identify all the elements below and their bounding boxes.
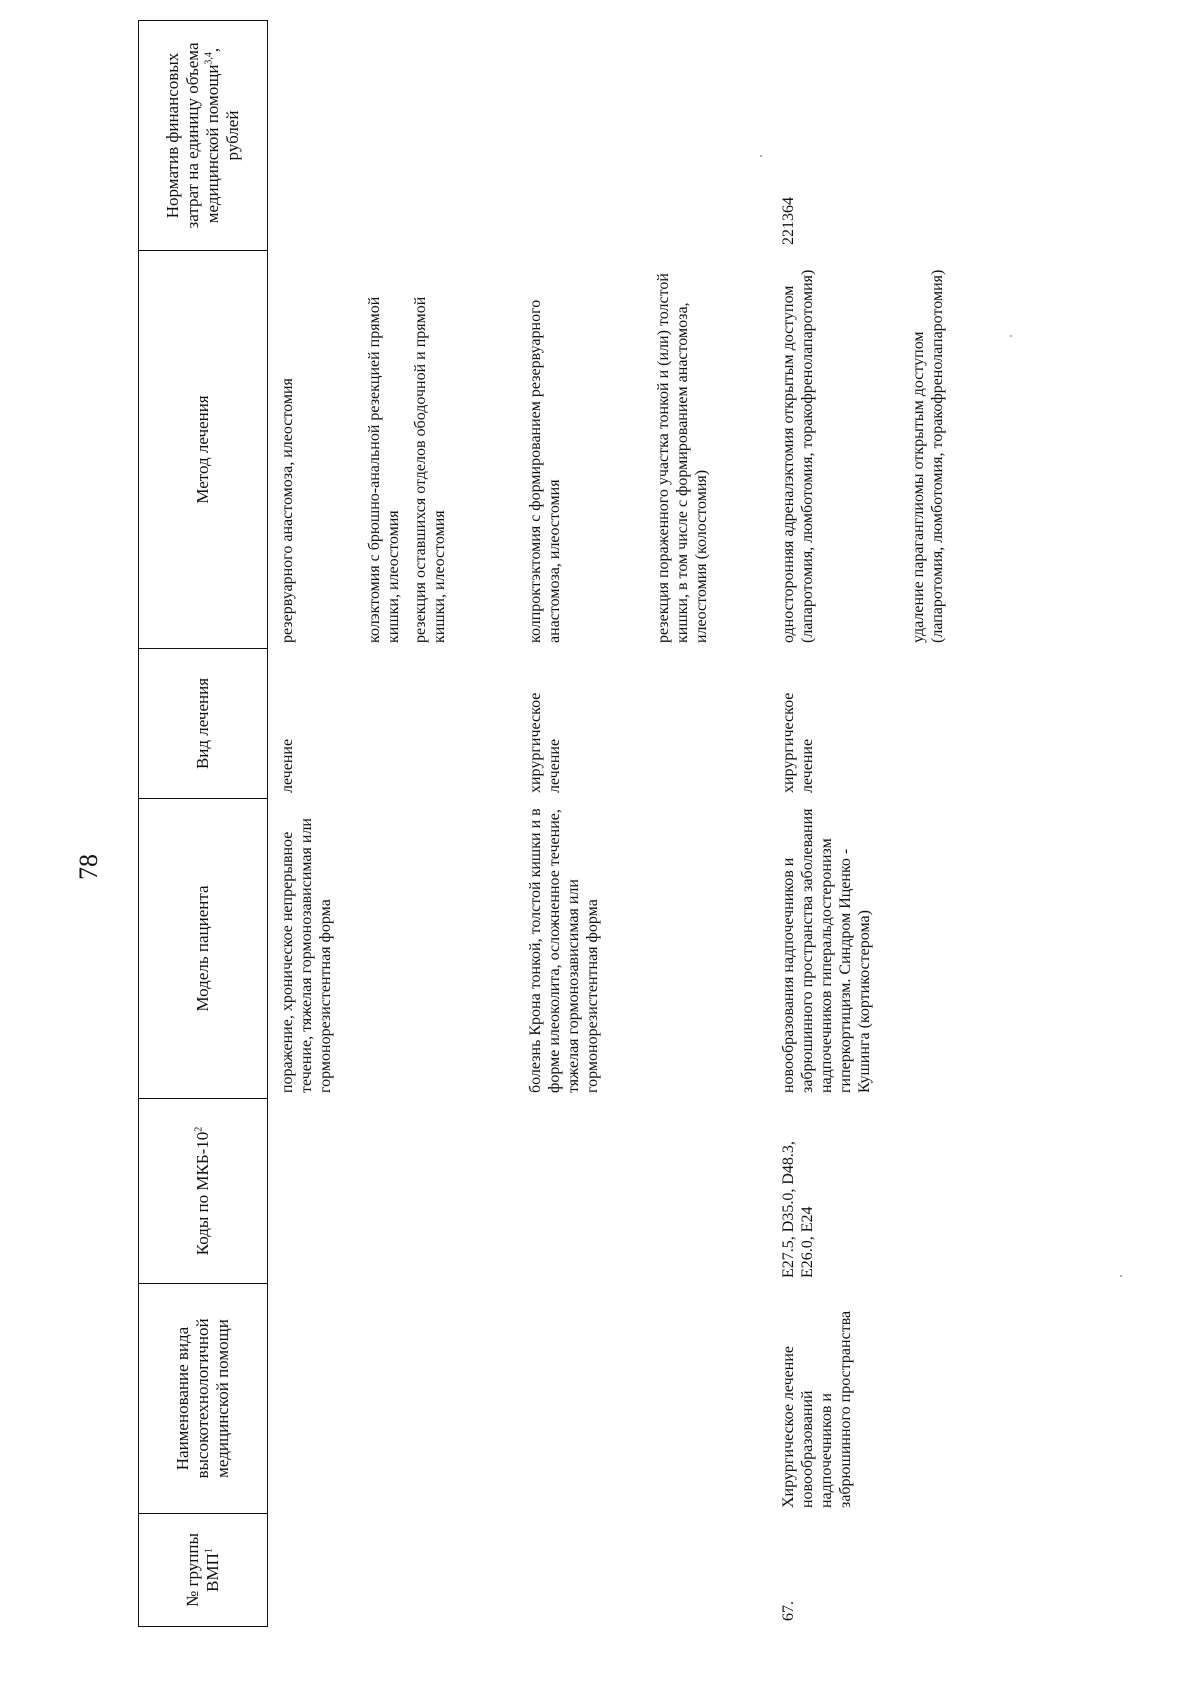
row-treatment-type: лечение: [279, 738, 296, 793]
table-row: [769, 20, 1049, 1627]
table-row: [268, 20, 516, 1627]
header-icd-codes: Коды по МКБ-$10^2$: [139, 1099, 267, 1284]
row-vmp-name: [268, 1284, 516, 1514]
row-number: 67.: [780, 1601, 797, 1621]
row-treatment-methods: [268, 251, 516, 649]
header-treatment-type: Вид лечения: [139, 649, 267, 799]
header-vmp-name: Наименование вида высокотехнологичной медицинской помощи: [139, 1284, 267, 1514]
row-treatment-type: хирургическое лечение: [780, 692, 816, 793]
row-icd-codes: E27.5, D35.0, D48.3, E26.0, E24: [780, 1141, 816, 1278]
treatment-method-item: резервуарного анастомоза, илеостомия: [279, 378, 296, 643]
header-group-no: № группы ВМП$^1$: [139, 1514, 267, 1627]
vmp-table: [138, 20, 1049, 1627]
row-cost: [268, 20, 516, 251]
header-patient-model: Модель пациента: [139, 799, 267, 1099]
row-vmp-name: [516, 1284, 769, 1514]
row-patient-model: новообразования надпочечников и забрюшинного пространства заболевания надпочечников гиперальдостеронизм гиперкортицизм. Синдром Иценко - Кушинга (кортикостерома): [780, 808, 873, 1093]
scan-speck: [1120, 1275, 1122, 1277]
page-number: 78: [74, 854, 103, 880]
table-row: [516, 20, 769, 1627]
row-treatment-methods: [769, 251, 1049, 649]
row-cost: [516, 20, 769, 251]
row-patient-model: поражение, хроническое непрерывное течение, тяжелая гормонозависимая или гормонорезистентная форма: [279, 818, 334, 1093]
header-cost-norm: Норматив финансовых затрат на единицу объема медицинской помощи$^{3,4}$, рублей: [139, 20, 267, 251]
treatment-method-item: удаление параганглиомы открытым доступом (лапаротомия, люмботомия, торакофренолапаротомия): [910, 269, 946, 643]
row-cost: 221364: [780, 197, 797, 245]
scan-speck: [760, 155, 762, 157]
treatment-method-item: односторонняя адреналэктомия открытым доступом (лапаротомия, люмботомия, торакофренолапаротомия): [780, 269, 816, 643]
row-treatment-methods: [516, 251, 769, 649]
scan-speck: [1010, 335, 1012, 337]
table-header-row: [138, 20, 268, 1627]
row-treatment-type: хирургическое лечение: [527, 692, 563, 793]
treatment-method-item: колпроктэктомия с формированием резервуарного анастомоза, илеостомия: [527, 299, 563, 643]
row-number: [516, 1514, 769, 1627]
treatment-method-item: резекция оставшихся отделов ободочной и прямой кишки, илеостомия: [412, 296, 448, 643]
treatment-method-item: резекция пораженного участка тонкой и (или) толстой кишки, в том числе с формированием анастомоза, илеостомия (колостомия): [655, 273, 710, 643]
row-icd-codes: [516, 1099, 769, 1284]
treatment-method-item: колэктомия с брюшно-анальной резекцией прямой кишки, илеостомия: [366, 296, 402, 643]
row-number: [268, 1514, 516, 1627]
row-vmp-name: Хирургическое лечение новообразований надпочечников и забрюшинного пространства: [780, 1310, 854, 1508]
header-treatment-method: Метод лечения: [139, 251, 267, 649]
row-icd-codes: [268, 1099, 516, 1284]
row-patient-model: болезнь Крона тонкой, толстой кишки и в форме илеоколита, осложненное течение, тяжелая гормонозависимая или гормонорезистентная форма: [527, 808, 601, 1093]
